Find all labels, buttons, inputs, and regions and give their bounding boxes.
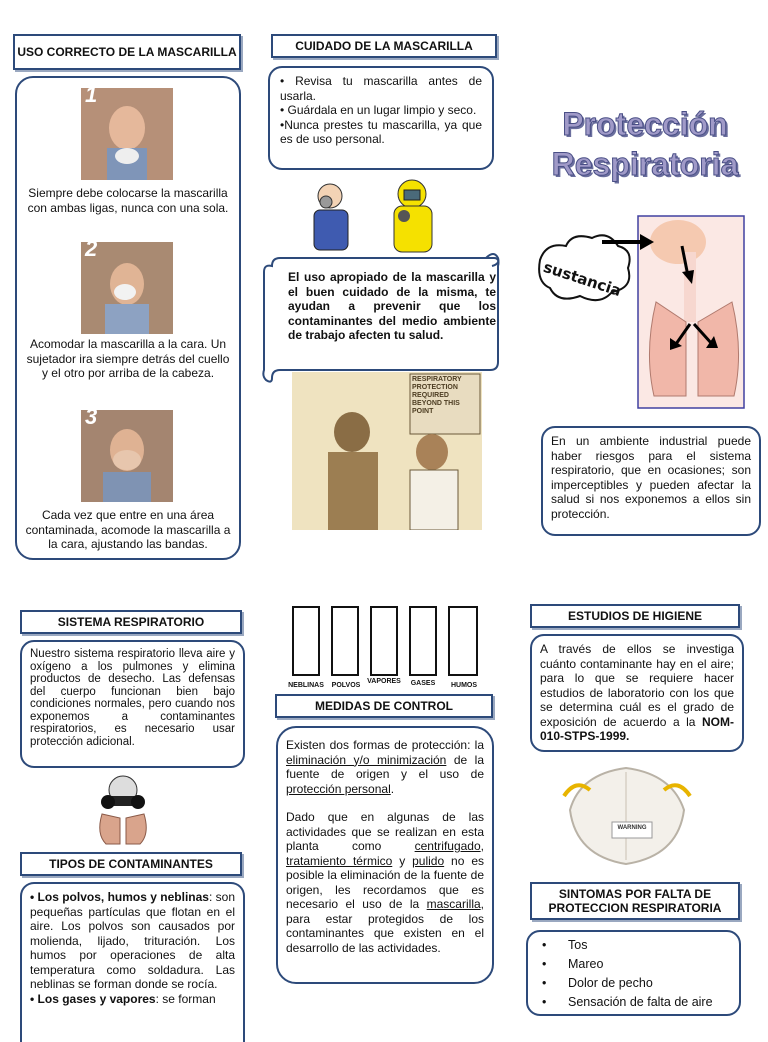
step-3-number: 3	[85, 404, 98, 429]
cuidado-header-text: CUIDADO DE LA MASCARILLA	[295, 39, 473, 53]
medidas-header	[275, 694, 493, 718]
sistema-header-text: SISTEMA RESPIRATORIO	[57, 615, 205, 629]
title-line-1: Protección	[562, 106, 728, 142]
tipos-p1-bold: • Los polvos, humos y neblinas	[30, 890, 209, 904]
medidas-paragraph-2	[286, 810, 484, 955]
humos-icon	[448, 606, 478, 676]
respirator-lungs-icon	[88, 774, 158, 846]
sintoma-item: • Mareo	[542, 955, 733, 974]
medidas-p2-e: , para estar protegidos de los contaminantes que existen en el desarrollo de las actividades.	[286, 897, 484, 955]
contaminant-icons-row	[286, 604, 486, 692]
respiratory-diagram	[536, 212, 748, 412]
uso-correcto-panel	[15, 76, 241, 560]
step-2-text: Acomodar la mascarilla a la cara. Un sujetador ira siempre detrás del cuello y el otro por arriba de la cabeza.	[26, 337, 230, 380]
step-2-photo	[81, 236, 173, 334]
estudios-panel	[530, 634, 744, 752]
tipos-header	[20, 852, 242, 876]
ambiente-panel	[541, 426, 761, 536]
sintoma-item: • Tos	[542, 936, 733, 955]
estudios-header-text: ESTUDIOS DE HIGIENE	[567, 609, 703, 623]
estudios-norm: NOM-010-STPS-1999.	[540, 714, 734, 743]
n95-mask-image	[560, 760, 694, 870]
medidas-p2-d: no es posible la eliminación de la fuente de origen, les recordamos que es necesario el uso de la	[286, 853, 484, 911]
ambiente-text: En un ambiente industrial puede haber riesgos para el sistema respiratorio, que en ocasiones; son imperceptibles y pueden afectar la salud si nos exponemos a ellos sin protección.	[551, 434, 751, 521]
sistema-panel	[20, 640, 245, 768]
step-2-number: 2	[85, 236, 98, 261]
uso-correcto-header-text: USO CORRECTO DE LA MASCARILLA	[17, 45, 237, 59]
step-1-text: Siempre debe colocarse la mascarilla con ambas ligas, nunca con una sola.	[27, 186, 229, 215]
mask-workers-clipart	[300, 176, 440, 256]
step-3-photo	[81, 404, 173, 502]
gases-label: GASES	[410, 680, 436, 687]
sintoma-item: • Sensación de falta de aire	[542, 993, 733, 1012]
sign-text: RESPIRATORY PROTECTION REQUIRED BEYOND THIS POINT	[412, 376, 462, 415]
sintoma-item: • Dolor de pecho	[542, 974, 733, 993]
cuidado-header	[271, 34, 497, 58]
estudios-header	[530, 604, 740, 628]
sistema-text: Nuestro sistema respiratorio lleva aire y oxígeno a los pulmones y elimina productos de desecho. Las defensas del cuerpo funcionan bien bajo condiciones normales, pero cuando nos exponemos a contaminantes respiratorios, es necesario usar protección adicional.	[30, 648, 235, 748]
vapores-icon	[370, 606, 398, 676]
medidas-p1-a: Existen dos formas de protección: la	[286, 738, 484, 752]
medidas-p1-u2: protección personal	[286, 781, 391, 796]
medidas-p2-c: y	[392, 853, 413, 868]
medidas-panel	[276, 726, 494, 984]
medidas-p1-c: .	[390, 781, 395, 796]
sintomas-panel	[526, 930, 741, 1016]
tipos-p2-bold: • Los gases y vapores	[30, 991, 156, 1006]
humos-label: HUMOS	[450, 682, 478, 689]
tipos-paragraph-2	[30, 992, 235, 1007]
cuidado-item-2: • Guárdala en un lugar limpio y seco.	[280, 103, 477, 117]
scroll-message	[262, 252, 504, 384]
page-title	[540, 104, 750, 184]
medidas-p2-u4: mascarilla	[426, 897, 481, 911]
medidas-p2-a: Dado que en algunas de las actividades que se realizan en esta planta como	[286, 810, 484, 853]
title-line-2: Respiratoria	[551, 146, 739, 182]
polvos-label: POLVOS	[331, 682, 361, 689]
tipos-p1-rest: : son pequeñas partículas que flotan en el aire. Los polvos son causados por molienda, lijado, trituración. Los humos por operaciones de alta temperatura como soldadura. Las neblinas se forman donde se rocía.	[30, 890, 235, 991]
sintomas-header-text: SINTOMAS POR FALTA DE PROTECCION RESPIRATORIA	[548, 887, 722, 915]
medidas-p1-u1: eliminación y/o minimización	[286, 752, 447, 767]
medidas-header-text: MEDIDAS DE CONTROL	[315, 699, 453, 713]
gases-icon	[409, 606, 437, 676]
medidas-p1-b: de la fuente de origen y el uso de	[286, 752, 485, 781]
tipos-header-text: TIPOS DE CONTAMINANTES	[49, 857, 213, 871]
step-1-photo	[81, 82, 173, 180]
neblinas-label: NEBLINAS	[288, 682, 324, 689]
step-3-text: Cada vez que entre en una área contaminada, acomode la mascarilla a la cara, ajustando las bandas.	[25, 508, 231, 551]
step-1-number: 1	[85, 82, 98, 107]
medidas-p2-u1: centrifugado	[414, 839, 481, 853]
sintomas-list	[534, 936, 733, 1012]
sustancia-label: sustancia	[541, 257, 624, 301]
mask-warning-label: WARNING	[617, 825, 647, 831]
cuidado-item-3: •Nunca prestes tu mascarilla, ya que es de uso personal.	[280, 117, 482, 146]
lungs-diagram	[536, 212, 748, 412]
polvos-icon	[331, 606, 359, 676]
uso-correcto-header	[13, 34, 241, 70]
industrial-workers-image	[292, 372, 482, 530]
scroll-text: El uso apropiado de la mascarilla y el buen cuidado de la misma, te ayudan a prevenir que los contaminantes del medio ambiente de trabajo afecten tu salud.	[288, 270, 496, 342]
medidas-p2-b: ,	[480, 839, 484, 853]
sintomas-header	[530, 882, 740, 920]
cuidado-item-1: • Revisa tu mascarilla antes de usarla.	[280, 74, 482, 103]
estudios-text: A través de ellos se investiga cuánto contaminante hay en el aire; para lo que se requiere hacer estudios de laboratorio con los que se determina cuál es el grado de exposición de acuerdo a la	[540, 642, 734, 729]
respirator-lungs-clipart	[88, 774, 158, 846]
tipos-paragraph-1	[30, 890, 235, 992]
respirator-mask-icon	[560, 760, 694, 870]
workers-with-masks-icon	[300, 176, 440, 256]
tipos-p2-rest: : se forman	[155, 991, 216, 1006]
medidas-p2-u2: tratamiento térmico	[286, 853, 393, 868]
vapores-label: VAPORES	[367, 678, 401, 685]
tipos-panel	[20, 882, 245, 1042]
medidas-paragraph-1	[286, 738, 484, 796]
cuidado-panel	[268, 66, 494, 170]
medidas-p2-u3: pulido	[412, 853, 445, 868]
neblinas-icon	[292, 606, 320, 676]
sistema-header	[20, 610, 242, 634]
